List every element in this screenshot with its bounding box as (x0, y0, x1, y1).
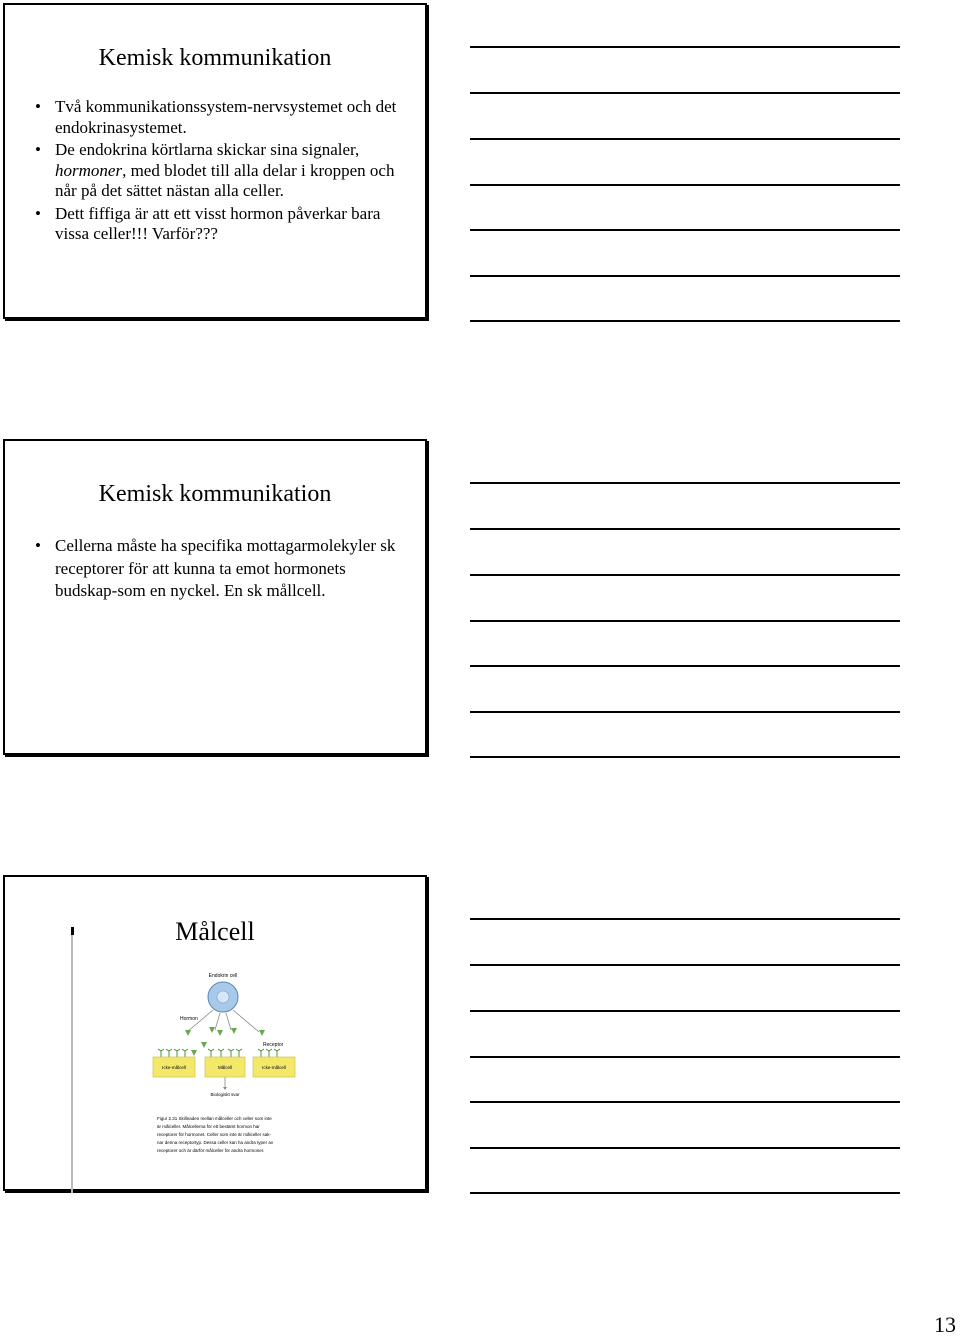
bullet-list (33, 97, 397, 247)
note-line (470, 711, 900, 713)
hormone-label: Hormon (180, 1016, 198, 1022)
caption-line: Figur 2.31 Skillnaden mellan målceller och celler som inte (157, 1116, 272, 1121)
note-line (470, 1010, 900, 1012)
note-line (470, 1192, 900, 1194)
page-number: 13 (934, 1312, 956, 1337)
hormone-icons (185, 1027, 265, 1056)
slide-title: Kemisk kommunikation (98, 45, 332, 71)
note-line (470, 1147, 900, 1149)
caption-line: receptorer för hormonet. Celler som inte är målceller sak- (157, 1132, 272, 1137)
note-line (470, 574, 900, 576)
slide-title: Kemisk kommunikation (98, 481, 332, 507)
note-line (470, 1101, 900, 1103)
receptor-icons (158, 1049, 280, 1057)
caption-line: nar denna receptortyp. Dessa celler kan ha andra typer av (157, 1140, 274, 1145)
slide-2 (3, 439, 427, 755)
bullet-item: • Två kommunikationssystem-nervsystemet och det endokrinasystemet. (33, 97, 397, 138)
note-line (470, 756, 900, 758)
note-line (470, 665, 900, 667)
note-line (470, 229, 900, 231)
cell-label: Icke-målcell (162, 1065, 186, 1070)
note-line (470, 1056, 900, 1058)
bullet-item: • De endokrina körtlarna skickar sina signaler, hormoner, med blodet till alla delar i kroppen och når på det sättet nästan alla celler. (33, 140, 397, 202)
slide-border-mark (71, 927, 73, 1193)
cell-label: Målcell (217, 1065, 233, 1070)
note-line (470, 964, 900, 966)
note-line (470, 275, 900, 277)
note-line (470, 482, 900, 484)
nucleus-icon (217, 991, 229, 1003)
note-line (470, 138, 900, 140)
note-line (470, 92, 900, 94)
slide-1 (3, 3, 427, 319)
caption-line: är målceller. Målcellerna för ett bestämt hormon har (157, 1124, 260, 1129)
bullet-list (33, 535, 397, 605)
response-label: Biologiskt svar (210, 1092, 240, 1097)
note-line (470, 46, 900, 48)
cell-label: Icke-målcell (262, 1065, 286, 1070)
note-line (470, 620, 900, 622)
note-line (470, 918, 900, 920)
target-cell-figure (135, 970, 315, 1170)
receptor-label: Receptor (263, 1042, 284, 1048)
caption-line: receptorer och är därför målceller för andra hormoner. (157, 1148, 265, 1153)
note-line (470, 528, 900, 530)
note-line (470, 320, 900, 322)
note-line (470, 184, 900, 186)
bullet-item: • Cellerna måste ha specifika mottagarmolekyler sk receptorer för att kunna ta emot hormonets budskap-som en nyckel. En sk mållcell. (33, 535, 397, 603)
slide-3 (3, 875, 427, 1191)
bullet-item: • Dett fiffiga är att ett visst hormon påverkar bara vissa celler!!! Varför??? (33, 204, 397, 245)
slide-title: Målcell (175, 917, 255, 946)
endocrine-cell-label: Endokrin cell (208, 973, 238, 979)
hormone-arrows (187, 1010, 259, 1032)
target-cell-diagram (135, 970, 315, 1170)
